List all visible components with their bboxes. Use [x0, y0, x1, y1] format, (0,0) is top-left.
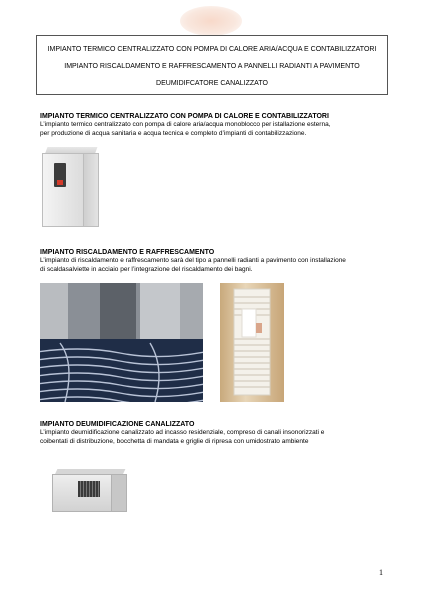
section-text-heat-pump [40, 121, 385, 138]
towel-radiator-photo [220, 283, 284, 402]
header-box [36, 35, 388, 95]
company-logo [180, 6, 242, 36]
heat-pump-unit-image [40, 147, 98, 225]
section-line: L’impianto deumidificazione canalizzato ad incasso residenziale, compreso di canali insonorizzati e [40, 429, 325, 436]
section-text-radiant [40, 257, 385, 274]
section-title-radiant: IMPIANTO RISCALDAMENTO E RAFFRESCAMENTO [40, 249, 215, 256]
section-line: coibentati di distribuzione, bocchetta di mandata e griglie di ripresa con umidostrato ambiente [40, 437, 309, 445]
header-line-1: IMPIANTO TERMICO CENTRALIZZATO CON POMPA DI CALORE ARIA/ACQUA E CONTABILIZZATORI [47, 46, 377, 53]
faint-watermark [160, 400, 250, 418]
section-title-heat-pump: IMPIANTO TERMICO CENTRALIZZATO CON POMPA DI CALORE E CONTABILIZZATORI [40, 113, 329, 120]
section-line: L’impianto termico centralizzato con pompa di calore aria/acqua monoblocco per istallazione esterna, [40, 121, 331, 128]
page-number: 1 [379, 568, 383, 577]
radiant-floor-photo [40, 283, 203, 402]
section-line: per produzione di acqua sanitaria e acqua tecnica e completo d’impianti di contabilizzazione. [40, 129, 307, 137]
dehumidifier-unit-image [50, 469, 126, 511]
section-line: L’impianto di riscaldamento e raffrescamento sarà del tipo a pannelli radianti a pavimento con installazione [40, 257, 346, 264]
header-line-3: DEUMIDIFCATORE CANALIZZATO [156, 80, 268, 87]
section-line: di scaldasalviette in acciaio per l’integrazione del riscaldamento dei bagni. [40, 265, 253, 273]
header-line-2: IMPIANTO RISCALDAMENTO E RAFFRESCAMENTO A PANNELLI RADIANTI A PAVIMENTO [64, 63, 360, 70]
section-text-dehumidifier [40, 429, 385, 446]
section-title-dehumidifier: IMPIANTO DEUMIDIFICAZIONE CANALIZZATO [40, 421, 195, 428]
